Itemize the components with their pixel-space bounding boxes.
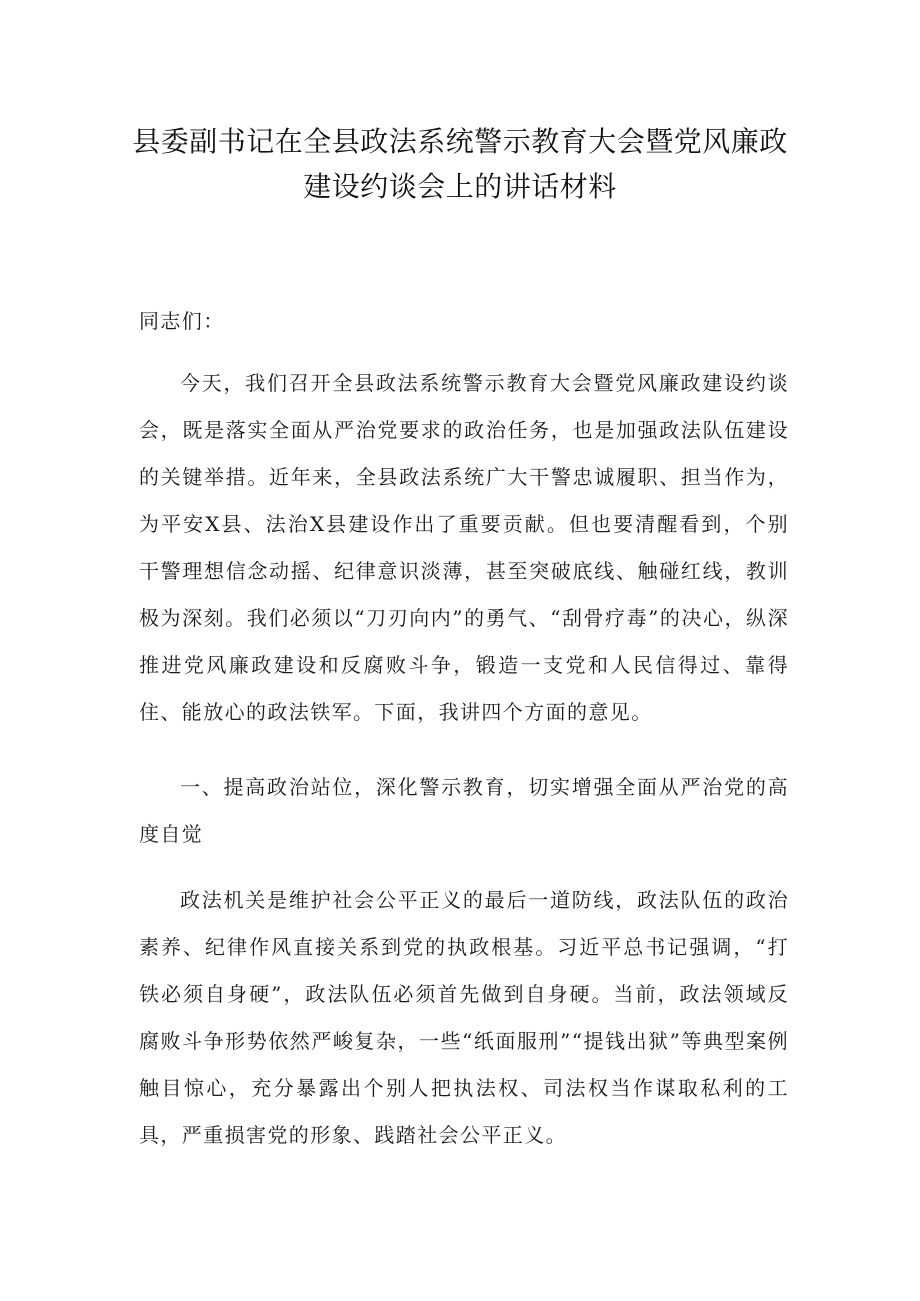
document-title-line-2: 建设约谈会上的讲话材料 bbox=[303, 170, 617, 203]
document-title-line-1: 县委副书记在全县政法系统警示教育大会暨党风廉政 bbox=[132, 125, 788, 158]
salutation: 同志们： bbox=[139, 309, 225, 333]
paragraph-section-1: 政法机关是维护社会公平正义的最后一道防线，政法队伍的政治素养、纪律作风直接关系到党的执政根基。习近平总书记强调，“打铁必须自身硬”，政法队伍必须首先做到自身硬。当前，政法领域反腐败斗争形势依然严峻复杂，一些“纸面服刑”“提钱出狱”等典型案例触目惊心，充分暴露出个别人把执法权、司法权当作谋取私利的工具，严重损害党的形象、践踏社会公平正义。 bbox=[139, 888, 789, 1147]
section-heading-1: 一、提高政治站位，深化警示教育，切实增强全面从严治党的高度自觉 bbox=[139, 775, 789, 846]
paragraph-intro: 今天，我们召开全县政法系统警示教育大会暨党风廉政建设约谈会，既是落实全面从严治党要求的政治任务，也是加强政法队伍建设的关键举措。近年来，全县政法系统广大干警忠诚履职、担当作为，为平安X县、法治X县建设作出了重要贡献。但也要清醒看到，个别干警理想信念动摇、纪律意识淡薄，甚至突破底线、触碰红线，教训极为深刻。我们必须以“刀刃向内”的勇气、“刮骨疗毒”的决心，纵深推进党风廉政建设和反腐败斗争，锻造一支党和人民信得过、靠得住、能放心的政法铁军。下面，我讲四个方面的意见。 bbox=[139, 371, 789, 724]
